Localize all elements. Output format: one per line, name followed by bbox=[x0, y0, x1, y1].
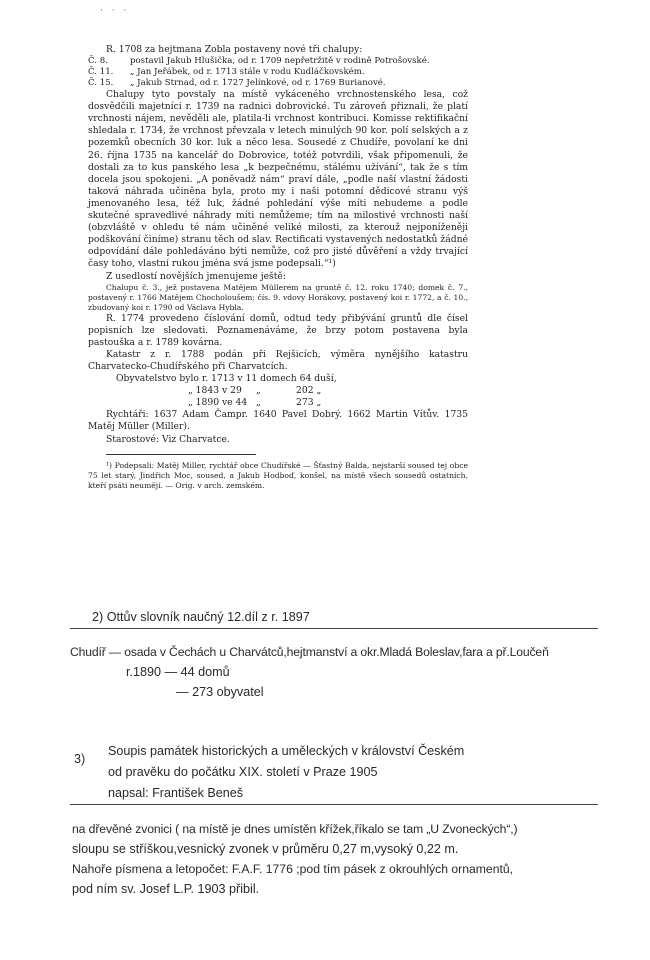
footnote: ¹) Podepsali: Matěj Miller, rychtář obce Chudířské — Šťastný Balda, nejstarší soused tej obce 75 let starý, Jindřich Moc, soused, a Jakub Hodboď, konšel, na místě všech sousedů ostatních, kteří psáti neumějí. — Orig. v arch. zemském. bbox=[88, 460, 468, 490]
population-stats bbox=[116, 373, 468, 409]
scanned-book-excerpt bbox=[88, 44, 468, 491]
house-number: Č. 8. bbox=[88, 56, 108, 67]
paragraph: Rychtáři: 1637 Adam Čampr. 1640 Pavel Dobrý. 1662 Martin Vítův. 1735 Matěj Müller (Miller). bbox=[88, 409, 468, 433]
house-number: Č. 11. bbox=[88, 67, 114, 78]
stats-year: „ 1890 ve 44 bbox=[188, 397, 248, 409]
house-entry bbox=[88, 78, 468, 89]
closing-line3: Nahoře písmena a letopočet: F.A.F. 1776 ;pod tím pásek z okrouhlých ornamentů, bbox=[72, 862, 514, 876]
section3-number: 3) bbox=[74, 752, 86, 766]
section2-title: 2) Ottův slovník naučný 12.díl z r. 1897 bbox=[92, 610, 310, 624]
section2-line3: — 273 obyvatel bbox=[176, 685, 264, 699]
stats-row bbox=[116, 385, 468, 397]
house-text: postavil Jakub Hlušička, od r. 1709 nepřetržitě v rodině Potrošovské. bbox=[130, 56, 430, 67]
stats-year: „ 1843 v 29 bbox=[188, 385, 242, 397]
house-text: „ Jakub Strnad, od r. 1727 Jelínkové, od r. 1769 Burianové. bbox=[130, 78, 386, 89]
closing-line4: pod ním sv. Josef L.P. 1903 přibil. bbox=[72, 882, 260, 896]
section3-line1: Soupis památek historických a uměleckých v království Českém bbox=[108, 744, 465, 758]
section3-line2: od pravěku do počátku XIX. století v Praze 1905 bbox=[108, 765, 378, 779]
stats-ditto: „ bbox=[256, 385, 261, 397]
house-entry bbox=[88, 56, 468, 67]
house-text: „ Jan Jeřábek, od r. 1713 stále v rodu Kudláčkovském. bbox=[130, 67, 365, 78]
house-list bbox=[88, 56, 468, 89]
paragraph: R. 1774 provedeno číslování domů, odtud tedy přibývání gruntů dle čísel popisních lze sledovati. Poznamenáváme, že brzy potom postavena byla pastouška a r. 1789 kovárna. bbox=[88, 312, 468, 348]
paragraph: Starostové: Viz Charvatce. bbox=[106, 433, 230, 445]
paragraph: Z usedlostí novějších jmenujeme ještě: bbox=[106, 270, 286, 282]
section2-line2: r.1890 — 44 domů bbox=[126, 665, 230, 679]
stats-row bbox=[116, 397, 468, 409]
paragraph: R. 1708 za hejtmana Zobla postaveny nové tři chalupy: bbox=[106, 44, 363, 55]
footnote-divider bbox=[106, 454, 256, 455]
section3-underline bbox=[70, 804, 598, 805]
section2-underline bbox=[70, 628, 598, 629]
house-number: Č. 15. bbox=[88, 78, 114, 89]
stats-intro: Obyvatelstvo bylo r. 1713 v 11 domech 64 duší, bbox=[116, 373, 337, 385]
paragraph: Katastr z r. 1788 podán při Rejšicích, výměra nynějšího katastru Charvatecko-Chudířského při Charvatcích. bbox=[88, 348, 468, 372]
section3-line3: napsal: František Beneš bbox=[108, 786, 244, 800]
closing-line2: sloupu se stříškou,vesnický zvonek v průměru 0,27 m,vysoký 0,22 m. bbox=[72, 842, 459, 856]
page-top-marks: · · · bbox=[100, 6, 130, 16]
paragraph-small: Chalupu č. 3., jež postavena Matějem Müllerem na gruntě č. 12. roku 1740; domek č. 7., postavený r. 1766 Matějem Chocholoušem; čís. 9. vdovy Horákovy, postavený koi r. 1772, a č. 10., zbudovaný koi r. 1790 od Václava Hybla. bbox=[88, 282, 468, 312]
stats-value: 202 „ bbox=[296, 385, 322, 397]
closing-line1: na dřevěné zvonici ( na místě je dnes umístěn křížek,říkalo se tam „U Zvoneckých“,) bbox=[72, 822, 518, 836]
house-entry bbox=[88, 67, 468, 78]
stats-ditto: „ bbox=[256, 397, 261, 409]
paragraph: Chalupy tyto povstaly na místě vykáceného vrchnostenského lesa, což dosvědčili majetníci r. 1739 na radnici dobrovické. Tu zároveň přiznali, že platí vrchnosti nájem, nevěděli ale, platila-li vrchnost kontribuci. Komisse rektifikační shledala r. 1734, že vrchnost převzala v letech minulých 90 kor. polí selských a z pozemků obecních 30 kor. luk a něco lesa. Sousedé z Chudíře, povolaní ke dni 26. října 1735 na kancelář do Dobrovice, totéž potvrdili, však připomenuli, že dostali za to kus panského lesa „k bezpečnému, stálému užívání“, tak že s tím docela jsou spokojeni. „A poněvadž nám“ praví dále, „podle naší vlastní žádosti taková náhrada učiněna byla, proto my i naši potomní dědicové stranu výš jmenovaného lesa, též luk, žádné pohledání výše míti nebudeme a podle skutečné spravedlivé náhrady míti nemůžeme; tím na milostivé vrchnosti naší (obzvláště v ohledu té nám učiněné veliké milosti, za kterouž nejponíženěji podškování činíme) stranu těch od slav. Rectificati vystavených nedostatků žádné odpovídání dále pohledáváno býti nemůže, což pro jisté důvěření a vždy trvající časy toho, vlastní rukou jména svá jsme podepsali.“¹) bbox=[88, 89, 468, 270]
stats-value: 273 „ bbox=[296, 397, 322, 409]
section2-line1: Chudíř — osada v Čechách u Charvátců,hejtmanství a okr.Mladá Boleslav,fara a př.Loučeň bbox=[70, 645, 549, 659]
